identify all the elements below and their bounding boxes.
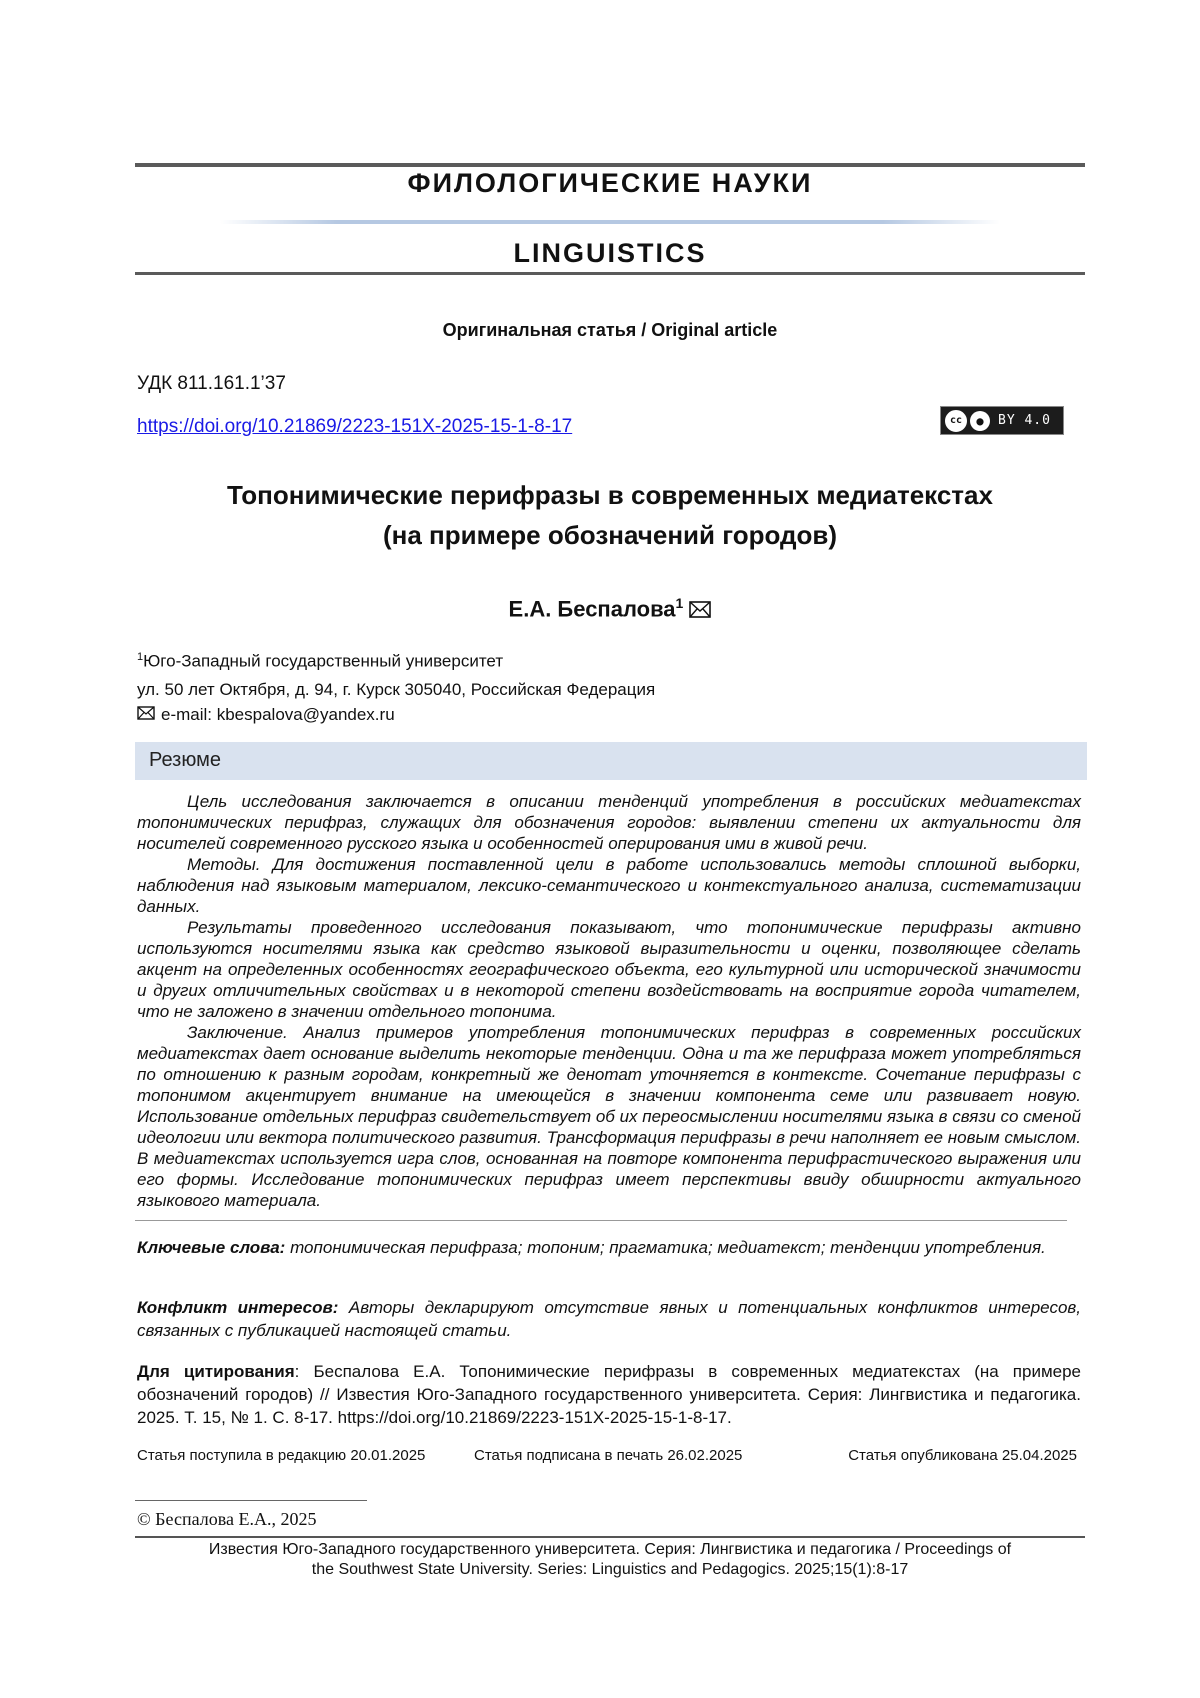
header-top-rule [135, 163, 1085, 167]
copyright-rule [135, 1500, 367, 1501]
author-line [135, 595, 1085, 624]
journal-footer [135, 1540, 1085, 1580]
title-line-1: Топонимические перифразы в современных медиатекстах [227, 480, 993, 510]
cc-circle-icon: cc [945, 410, 967, 432]
copyright: © Беспалова Е.А., 2025 [137, 1509, 317, 1529]
header-gradient-divider [220, 220, 1000, 224]
citation [137, 1360, 1081, 1429]
affil-sup: 1 [137, 651, 144, 663]
abstract-paragraph-conclusion: Заключение. Анализ примеров употребления топонимических перифраз в современных российских медиатекстах дает основание выделить некоторые тенденции. Одна и та же перифраза может употребляться по отношению к разным городам, конкретный же денотат уточняется в контексте. Сочетание перифразы с топонимом акцентирует внимание на имеющейся в значении компонента семе или развивает новую. Использование отдельных перифраз свидетельствует об их переосмыслении носителями языка в связи со сменой идеологии или вектора политического развития. Трансформация перифразы в речи наполняет ее новым смыслом. В медиатекстах используется игра слов, основанная на повторе компонента перифрастического выражения или его формы. Исследование топонимических перифраз имеет перспективы ввиду обширности актуального языкового материала. [137, 1023, 1081, 1210]
envelope-icon [137, 705, 155, 725]
email-address[interactable]: e-mail: kbespalova@yandex.ru [161, 705, 395, 724]
author-name: Е.А. Беспалова [508, 596, 676, 622]
license-label: BY 4.0 [998, 413, 1051, 428]
doi-link[interactable]: https://doi.org/10.21869/2223-151X-2025-15-1-8-17 [137, 416, 573, 437]
abstract-paragraph-aim: Цель исследования заключается в описании тенденций употребления в российских медиатекстах топонимических перифраз, служащих для обозначения городов: выявлении степени их актуальности для носителей современного русского языка и особенностей оперирования ими в живой речи. [137, 792, 1081, 853]
affil-address: ул. 50 лет Октября, д. 94, г. Курск 305040, Российская Федерация [137, 679, 656, 699]
udc-code: УДК 811.161.1’37 [137, 373, 286, 394]
abstract-paragraph-methods: Методы. Для достижения поставленной цели в работе использовались методы сплошной выборки, наблюдения над языковым материалом, лексико-семантического и контекстуального анализа, систематизации данных. [137, 855, 1081, 916]
resume-heading: Резюме [149, 749, 221, 771]
abstract-separator [135, 1220, 1067, 1221]
journal-footer-line-2: the Southwest State University. Series: Linguistics and Pedagogics. 2025;15(1):8-17 [311, 1561, 909, 1578]
affiliation [137, 643, 655, 704]
keywords-text: топонимическая перифраза; топоним; прагматика; медиатекст; тенденции употребления. [290, 1238, 1046, 1257]
resume-heading-bar [135, 742, 1087, 780]
conflict-of-interest [137, 1296, 1081, 1342]
person-icon: ● [970, 411, 990, 431]
email-line [137, 705, 395, 725]
abstract [137, 791, 1081, 1211]
author-affil-sup: 1 [675, 595, 684, 611]
citation-label: Для цитирования [137, 1362, 295, 1381]
date-received: Статья поступила в редакцию 20.01.2025 [137, 1447, 426, 1464]
citation-text: : Беспалова Е.А. Топонимические перифразы в современных медиатекстах (на примере обозначений городов) // Известия Юго-Западного государственного университета. Серия: Лингвистика и педагогика. 2025. Т. 15, № 1. С. 8-17. https://doi.org/10.21869/2223-151X-2025-15-1-8-17. [137, 1362, 1081, 1427]
header-bottom-rule [135, 272, 1085, 275]
journal-footer-line-1: Известия Юго-Западного государственного университета. Серия: Лингвистика и педагогика / Proceedings of [208, 1541, 1012, 1558]
footer-rule [135, 1536, 1085, 1538]
conflict-label: Конфликт интересов: [137, 1298, 339, 1317]
date-published: Статья опубликована 25.04.2025 [848, 1447, 1077, 1464]
conflict-text: Авторы декларируют отсутствие явных и потенциальных конфликтов интересов, связанных с публикацией настоящей статьи. [137, 1298, 1081, 1340]
abstract-paragraph-results: Результаты проведенного исследования показывают, что топонимические перифразы активно используются носителями языка как средство языковой выразительности и оценки, позволяющее сделать акцент на определенных особенностях географического объекта, его культурной или исторической значимости и других отличительных свойствах и в некоторой степени воздействовать на восприятие города читателем, что не заложено в значении отдельного топонима. [137, 918, 1081, 1021]
envelope-icon[interactable] [689, 598, 711, 624]
section-title-ru: ФИЛОЛОГИЧЕСКИЕ НАУКИ [407, 168, 813, 198]
cc-by-license-badge[interactable] [940, 406, 1064, 435]
date-accepted: Статья подписана в печать 26.02.2025 [474, 1447, 743, 1464]
section-title-en: LINGUISTICS [513, 238, 707, 268]
article-title [135, 475, 1085, 555]
keywords [137, 1236, 1081, 1259]
title-line-2: (на примере обозначений городов) [382, 520, 838, 550]
affil-university: Юго-Западный государственный университет [143, 651, 504, 671]
article-type: Оригинальная статья / Original article [442, 320, 778, 340]
keywords-label: Ключевые слова: [137, 1238, 286, 1257]
